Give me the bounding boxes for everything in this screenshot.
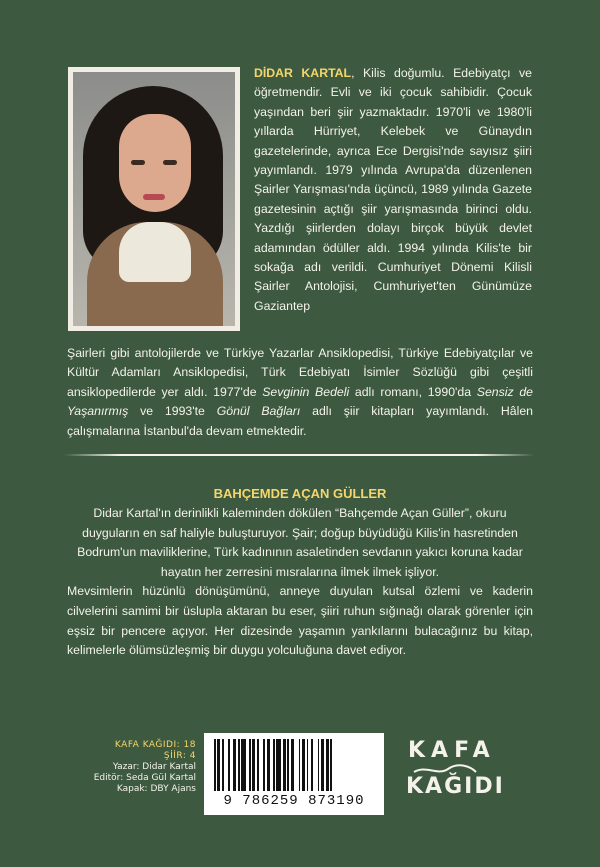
- description-paragraph-2: Mevsimlerin hüzünlü dönüşümünü, anneye duyulan kutsal özlemi ve kaderin cilvelerini samimi bir üslupla aktaran bu eser, şiiri ruhun sığınağı olarak görenler için eşsiz bir pencere açıyor. Her dizesinde yaşamın yankılarını bulacağınız bu kitap, kelimelerle ölümsüzleşmiş bir duygu yolculuğuna davet ediyor.: [67, 584, 533, 658]
- author-bio: [254, 64, 532, 316]
- book-description: [67, 504, 533, 661]
- credit-editor: Editör: Seda Gül Kartal: [93, 773, 196, 783]
- author-photo: [68, 67, 240, 331]
- author-bio-text-3: adlı romanı, 1990'da: [349, 384, 477, 399]
- series-number: KAFA KAĞIDI: 18: [114, 740, 196, 750]
- logo-line-1: KAFA: [408, 738, 496, 763]
- author-bio-continued: [67, 344, 533, 441]
- author-bio-text-4: ve 1993'te: [128, 404, 217, 419]
- credit-cover: Kapak: DBY Ajans: [116, 784, 196, 794]
- credit-author: Yazar: Didar Kartal: [112, 762, 196, 772]
- author-bio-text: , Kilis doğumlu. Edebiyatçı ve öğretmendir. Evli ve iki çocuk sahibidir. Çocuk yaşından beri şiir yazmaktadır. 1970'li ve 1980'li yıllarda Hürriyet, Kelebek ve Günaydın gazetelerinde, ayrıca Ece Dergisi'nde sayısız şiiri yayımlandı. 1979 yılında Avrupa'da düzenlenen Şairler Yarışması'nda üçüncü, 1989 yılında Gazete gazetesinin açtığı şiir yarışmasında birinci oldu. Yazdığı şiirlerden dolayı birçok büyük devlet adamından ödüller aldı. 1994 yılında Kilis'te bir sokağa adı verildi. Cumhuriyet Dönemi Kilisli Şairler Antolojisi, Cumhuriyet'ten Günümüze Gaziantep: [254, 66, 532, 313]
- book-title-2: Sensiz de Yaşanırmış: [67, 384, 533, 419]
- category-number: ŞİİR: 4: [163, 751, 196, 761]
- book-title: BAHÇEMDE AÇAN GÜLLER: [213, 486, 387, 501]
- author-name: DİDAR KARTAL: [254, 66, 352, 80]
- author-bio-text-5: adlı şiir kitapları yayımlandı. Hâlen çalışmalarına İstanbul'da devam etmektedir.: [67, 404, 533, 438]
- novel-title: Sevginin Bedeli: [262, 384, 350, 399]
- book-title-3: Gönül Bağları: [216, 404, 301, 419]
- logo-line-2: KAĞIDI: [406, 774, 505, 799]
- description-paragraph-1: Didar Kartal'ın derinlikli kaleminden dökülen “Bahçemde Açan Güller”, okuru duyguların en saf haliyle buluşturuyor. Şair; doğup büyüdüğü Kilis'in hasretinden Bodrum'un maviliklerine, Türk kadınının asaletinden sevdanın yakıcı koruna kadar hayatın her zerresini mısralarına ilmek ilmek işliyor.: [77, 506, 523, 579]
- author-portrait-photo: [73, 72, 235, 326]
- barcode-bars: [214, 739, 374, 791]
- barcode-bar: [332, 739, 337, 791]
- isbn-barcode: [204, 733, 384, 815]
- section-divider: [64, 454, 534, 456]
- author-bio-text-2: Şairleri gibi antolojilerde ve Türkiye Yazarlar Ansiklopedisi, Türkiye Edebiyatçılar ve Kültür Adamları Ansiklopedisi, Türk Edebiyatı İsimler Sözlüğü gibi çeşitli ansiklopedilerde yer aldı. 1977'de: [67, 346, 533, 399]
- kafa-kagidi-logo: [404, 736, 505, 806]
- credits: [80, 740, 196, 795]
- barcode-number: 9 786259 873190: [223, 793, 365, 809]
